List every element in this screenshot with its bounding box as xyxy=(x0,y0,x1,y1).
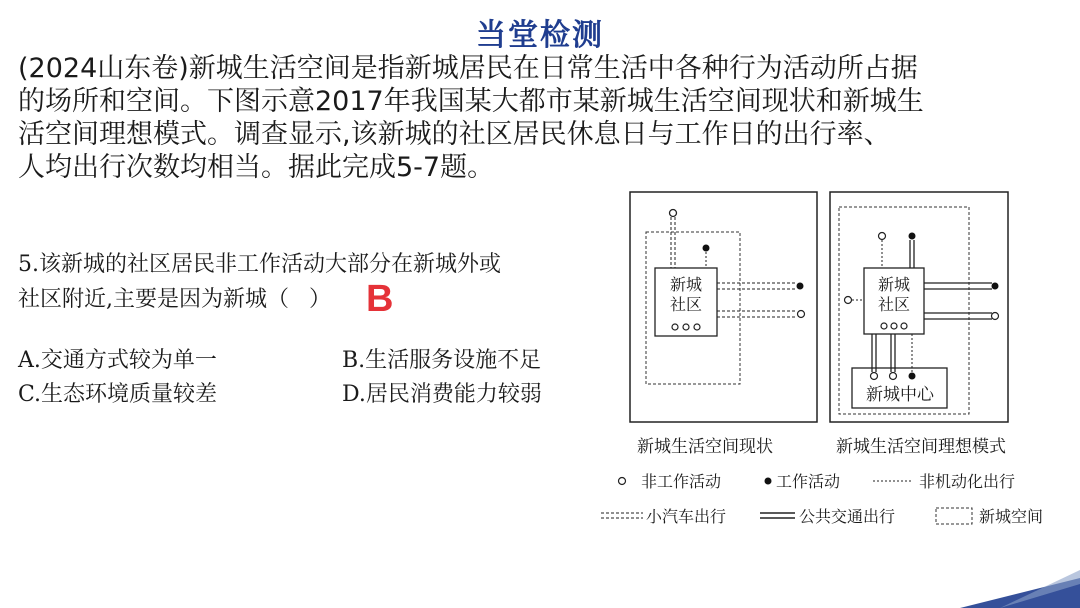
caption-ideal: 新城生活空间理想模式 xyxy=(836,437,1006,457)
question-stem-line1: 5.该新城的社区居民非工作活动大部分在新城外或 xyxy=(18,252,501,277)
answer-mark: B xyxy=(366,278,394,320)
legend-non-work-icon xyxy=(619,478,626,485)
legend-newcity-icon xyxy=(936,508,972,524)
question-stem-text: 社区附近,主要是因为新城（ xyxy=(18,287,289,312)
legend-non-work: 非工作活动 xyxy=(641,472,722,491)
option-b: B.生活服务设施不足 xyxy=(342,348,542,373)
legend-newcity: 新城空间 xyxy=(979,507,1044,526)
intro-line: 的场所和空间。下图示意2017年我国某大都市某新城生活空间现状和新城生 xyxy=(18,86,924,117)
option-a: A.交通方式较为单一 xyxy=(18,348,217,373)
option-d: D.居民消费能力较弱 xyxy=(342,382,542,407)
intro-line: 活空间理想模式。调查显示,该新城的社区居民休息日与工作日的出行率、 xyxy=(18,119,891,150)
ideal-community-label-1: 新城 xyxy=(877,275,911,294)
new-city-center-label: 新城中心 xyxy=(866,385,934,405)
work-dot xyxy=(703,245,710,252)
non-work-circle xyxy=(670,210,677,217)
question-stem-close: ） xyxy=(309,287,332,312)
slide-title: 当堂检测 xyxy=(476,18,604,53)
ideal-community-label-2: 社区 xyxy=(877,295,911,314)
legend-work: 工作活动 xyxy=(776,472,841,491)
panel-ideal xyxy=(830,192,1008,422)
legend-non-motor: 非机动化出行 xyxy=(919,472,1016,491)
legend xyxy=(601,472,1043,526)
intro-line: 人均出行次数均相当。据此完成5-7题。 xyxy=(18,152,495,183)
legend-public: 公共交通出行 xyxy=(799,507,896,526)
corner-decoration xyxy=(920,570,1080,608)
intro-line: (2024山东卷)新城生活空间是指新城居民在日常生活中各种行为活动所占据 xyxy=(18,53,918,84)
community-label-2: 社区 xyxy=(669,295,703,314)
legend-car: 小汽车出行 xyxy=(646,507,727,526)
caption-current: 新城生活空间现状 xyxy=(637,437,773,457)
panel-current xyxy=(630,192,817,422)
legend-work-icon xyxy=(765,478,772,485)
option-c: C.生态环境质量较差 xyxy=(18,382,218,407)
community-label-1: 新城 xyxy=(669,275,703,294)
